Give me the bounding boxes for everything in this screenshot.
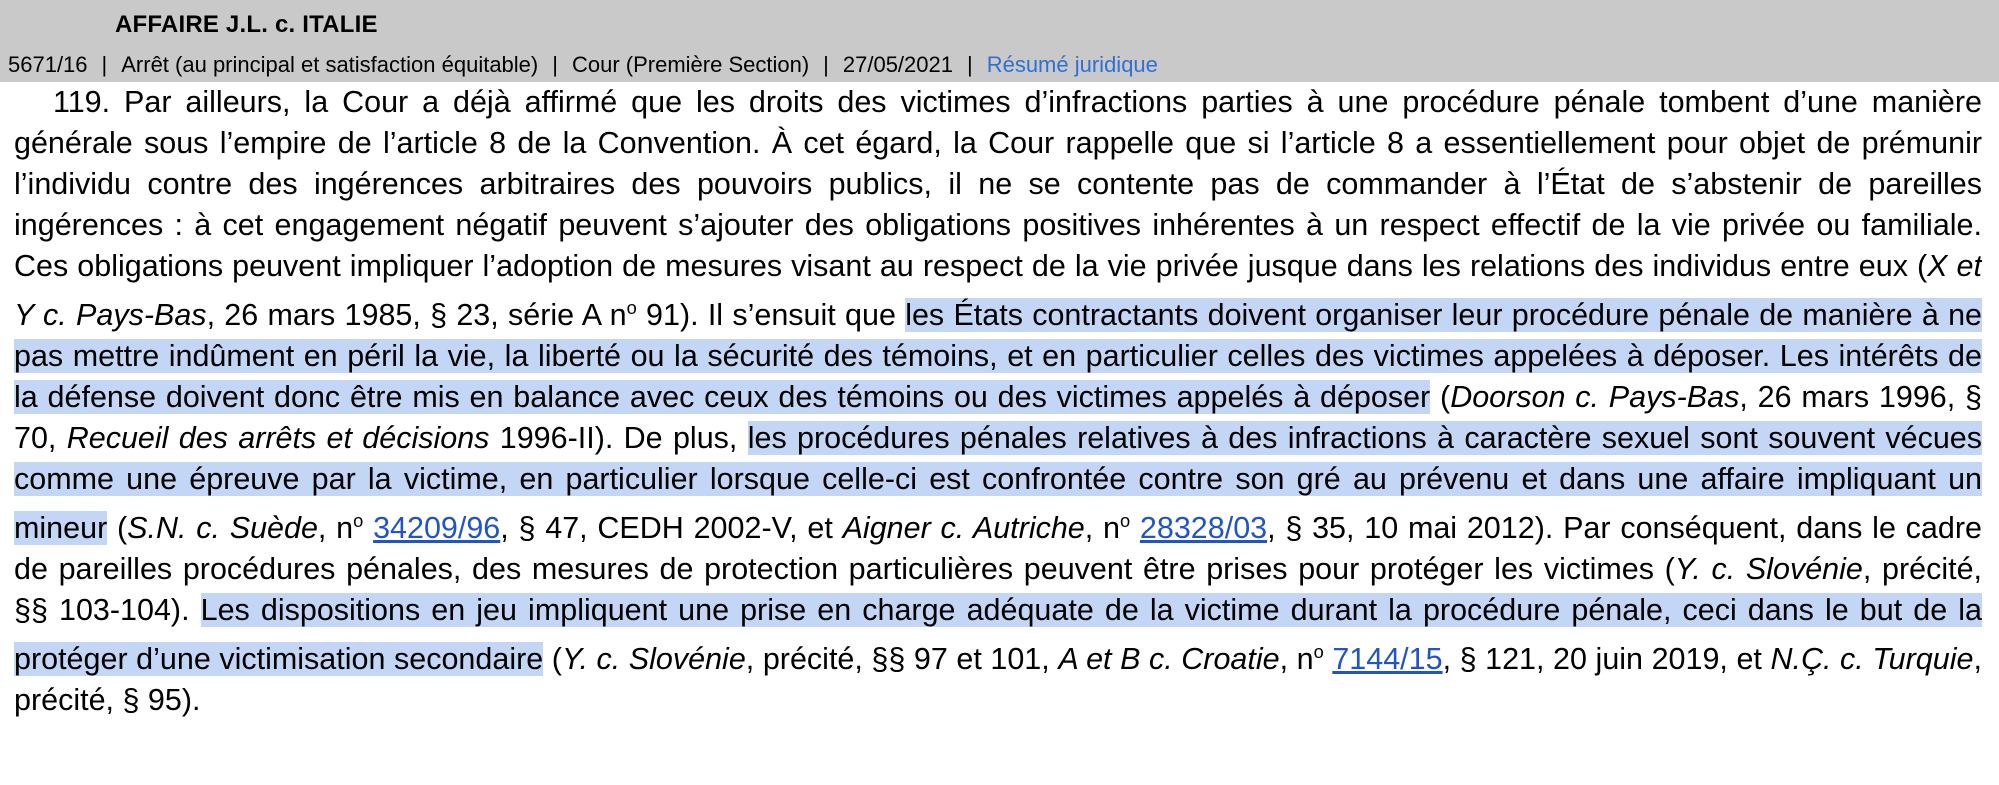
case-name-citation: Doorson c. Pays-Bas — [1450, 380, 1740, 415]
paragraph-text: , § 47, CEDH 2002-V, et — [500, 511, 843, 546]
case-name-citation: S.N. c. Suède — [127, 511, 318, 546]
number-abbrev-superscript: o — [626, 297, 637, 318]
meta-separator: | — [823, 52, 829, 77]
paragraph-text: 91). Il s’ensuit que — [636, 298, 906, 333]
paragraph-text: , n — [1279, 642, 1314, 677]
case-name-citation: N.Ç. c. Turquie — [1770, 642, 1974, 677]
paragraph-text: , § 121, 20 juin 2019, et — [1442, 642, 1771, 677]
judgment-type: Arrêt (au principal et satisfaction équitable) — [121, 52, 539, 77]
case-name-citation: A et B c. Croatie — [1058, 642, 1280, 677]
paragraph-text — [1130, 511, 1140, 545]
paragraph-text: , précité, § 95). — [14, 642, 1982, 718]
paragraph-text: , n — [1084, 511, 1120, 546]
paragraph-text: , 26 mars 1985, § 23, série A n — [206, 298, 627, 333]
highlighted-text: les procédures pénales relatives à des infractions à caractère sexuel sont souvent vécues comme une épreuve par la victime, en particulier lorsque celle-ci est confrontée contre son gré au prévenu et dans une affaire impliquant un mineur — [14, 421, 1982, 546]
court-section: Cour (Première Section) — [571, 52, 810, 77]
paragraph-text: , § 35, 10 mai 2012). Par conséquent, dans le cadre de pareilles procédures pénales, des mesures de protection particulières peuvent être prises pour protéger les victimes ( — [14, 511, 1982, 587]
case-name-citation: Recueil des arrêts et décisions — [66, 421, 490, 456]
paragraph-text: , n — [317, 511, 354, 546]
highlighted-text: Les dispositions en jeu impliquent une prise en charge adéquate de la victime durant la procédure pénale, ceci dans le but de la protéger d’une victimisation secondaire — [14, 593, 1982, 677]
case-name-citation: X et Y c. Pays-Bas — [14, 249, 1982, 333]
number-abbrev-superscript: o — [1313, 641, 1324, 663]
paragraph-text: , précité, §§ 97 et 101, — [745, 642, 1059, 677]
highlighted-text: les États contractants doivent organiser leur procédure pénale de manière à ne pas mettre indûment en péril la vie, la liberté ou la sécurité des témoins, et en particulier celles des victimes appelées à déposer. Les intérêts de la défense doivent donc être mis en balance avec ceux des témoins ou des victimes appelés à déposer — [14, 298, 1982, 415]
paragraph-119 — [14, 82, 1982, 721]
application-number: 5671/16 — [8, 52, 88, 77]
case-title: AFFAIRE J.L. c. ITALIE — [115, 11, 378, 38]
paragraph-text: ( — [1430, 380, 1451, 415]
paragraph-text: , 26 mars 1996, § 70, — [14, 380, 1982, 456]
paragraph-text: Par ailleurs, la Cour a déjà affirmé que les droits des victimes d’infractions parties à une procédure pénale tombent d’une manière générale sous l’empire de l’article 8 de la Convention. À cet égard, la Cour rappelle que si l’article 8 a essentiellement pour objet de prémunir l’individu contre des ingérences arbitraires des pouvoirs publics, il ne se contente pas de commander à l’État de s’abstenir de pareilles ingérences : à cet engagement négatif peuvent s’ajouter des obligations positives inhérentes à un respect effectif de la vie privée ou familiale. Ces obligations peuvent impliquer l’adoption de mesures visant au respect de la vie privée jusque dans les relations des individus entre eux ( — [14, 85, 1982, 283]
case-name-citation: Y. c. Slovénie — [1674, 552, 1863, 587]
document-header — [0, 0, 1999, 82]
paragraph-number: 119. — [53, 85, 111, 119]
meta-separator: | — [966, 52, 973, 77]
paragraph-text — [363, 511, 373, 545]
application-reference-link[interactable]: 34209/96 — [373, 511, 501, 546]
meta-separator: | — [101, 52, 108, 77]
case-name-citation: Y. c. Slovénie — [561, 642, 746, 677]
number-abbrev-superscript: o — [353, 510, 364, 532]
document-body — [14, 82, 1982, 785]
number-abbrev-superscript: o — [1119, 510, 1131, 532]
case-name-citation: Aigner c. Autriche — [842, 511, 1085, 546]
application-reference-link[interactable]: 28328/03 — [1139, 511, 1268, 546]
paragraph-text: , précité, §§ 103-104). — [14, 552, 1982, 628]
case-metadata-bar — [8, 52, 1158, 78]
paragraph-text: ( — [107, 511, 128, 546]
application-reference-link[interactable]: 7144/15 — [1332, 642, 1443, 677]
paragraph-text: ( — [543, 642, 562, 677]
meta-separator: | — [552, 52, 558, 77]
legal-summary-link[interactable]: Résumé juridique — [986, 52, 1158, 77]
paragraph-text: 1996-II). De plus, — [489, 421, 748, 456]
judgment-date: 27/05/2021 — [842, 52, 953, 77]
